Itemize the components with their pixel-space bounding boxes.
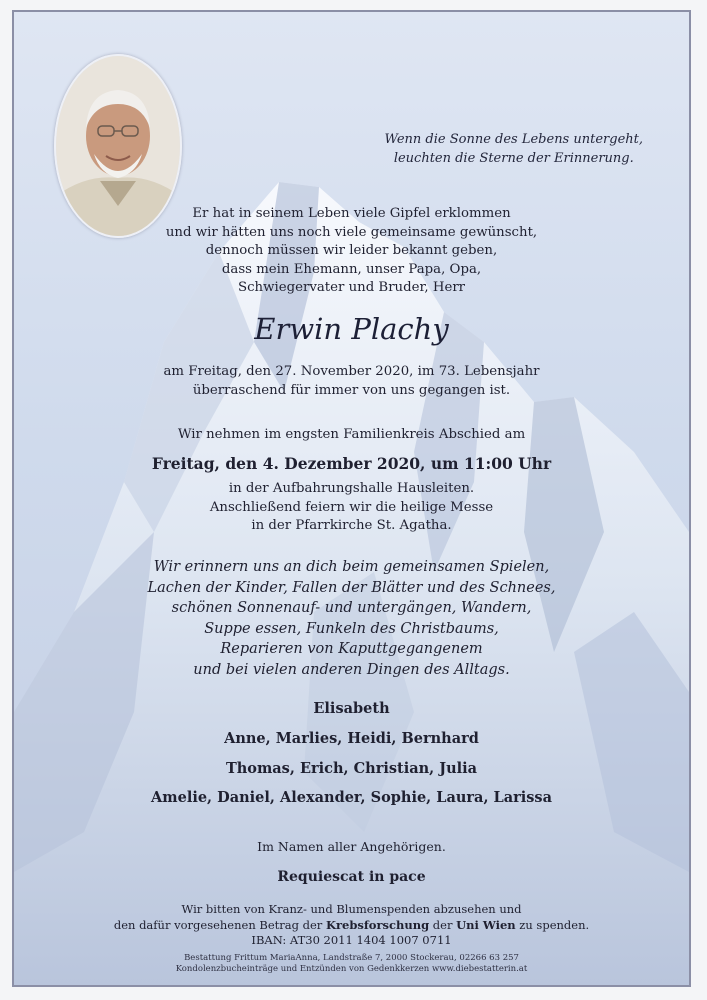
quote-line: Wenn die Sonne des Lebens untergeht, (384, 132, 643, 147)
intro-line: dass mein Ehemann, unser Papa, Opa, (221, 261, 482, 277)
location-line: Anschließend feiern wir die heilige Messe (209, 499, 494, 515)
intro-line: Er hat in seinem Leben viele Gipfel erklommen (192, 206, 511, 221)
memory-line: und bei vielen anderen Dingen des Alltags. (193, 661, 510, 678)
funeral-location (14, 480, 689, 536)
requiescat-text: Requiescat in pace (277, 869, 426, 885)
quote (385, 130, 643, 168)
donation-recipient: Krebsforschung (325, 917, 430, 932)
intro-text (14, 205, 689, 298)
family-member-line: Anne, Marlies, Heidi, Bernhard (224, 730, 479, 747)
donation-text: zu spenden. (515, 917, 590, 932)
donation-request (14, 902, 689, 949)
memory-line: Suppe essen, Funkeln des Christbaums, (204, 620, 499, 637)
death-line: überraschend für immer von uns gegangen ist. (192, 382, 511, 398)
iban-line: IBAN: AT30 2011 1404 1007 0711 (251, 933, 452, 947)
donation-line: Wir bitten von Kranz- und Blumenspenden abzusehen und (181, 902, 522, 916)
memories-text (14, 557, 689, 680)
memory-line: Reparieren von Kaputtgegangenem (220, 641, 483, 657)
memory-line: Lachen der Kinder, Fallen der Blätter und des Schnees, (147, 579, 556, 596)
death-line: am Freitag, den 27. November 2020, im 73. Lebensjahr (163, 364, 540, 379)
family-member-line: Thomas, Erich, Christian, Julia (225, 760, 478, 777)
intro-line: Schwiegervater und Bruder, Herr (237, 280, 466, 295)
memory-line: schönen Sonnenauf- und untergängen, Wandern, (171, 600, 532, 616)
on-behalf-text: Im Namen aller Angehörigen. (257, 839, 446, 854)
intro-line: dennoch müssen wir leider bekannt geben, (205, 243, 498, 258)
footer-line: Kondolenzbucheinträge und Entzünden von Gedenkkerzen www.diebestatterin.at (175, 964, 528, 974)
intro-line: und wir hätten uns noch viele gemeinsame gewünscht, (165, 224, 538, 240)
donation-line (14, 918, 689, 934)
location-line: in der Aufbahrungshalle Hausleiten. (228, 481, 475, 496)
footer-line: Bestattung Frittum MariaAnna, Landstraße 7, 2000 Stockerau, 02266 63 257 (184, 953, 519, 963)
deceased-name: Erwin Plachy (254, 312, 449, 346)
donation-text: der (429, 917, 457, 932)
funeral-home-footer (14, 953, 689, 975)
family-member-line: Elisabeth (313, 700, 390, 717)
death-notice (14, 363, 689, 400)
memory-line: Wir erinnern uns an dich beim gemeinsamen Spielen, (153, 559, 550, 575)
donation-institution: Uni Wien (456, 917, 516, 932)
quote-line: leuchten die Sterne der Erinnerung. (393, 151, 634, 166)
donation-text: den dafür vorgesehenen Betrag der (113, 917, 326, 932)
funeral-date: Freitag, den 4. Dezember 2020, um 11:00 Uhr (151, 454, 552, 473)
obituary-page (12, 10, 691, 987)
location-line: in der Pfarrkirche St. Agatha. (251, 518, 452, 533)
farewell-text: Wir nehmen im engsten Familienkreis Abschied am (177, 427, 526, 442)
family-member-line: Amelie, Daniel, Alexander, Sophie, Laura, Larissa (151, 789, 552, 806)
